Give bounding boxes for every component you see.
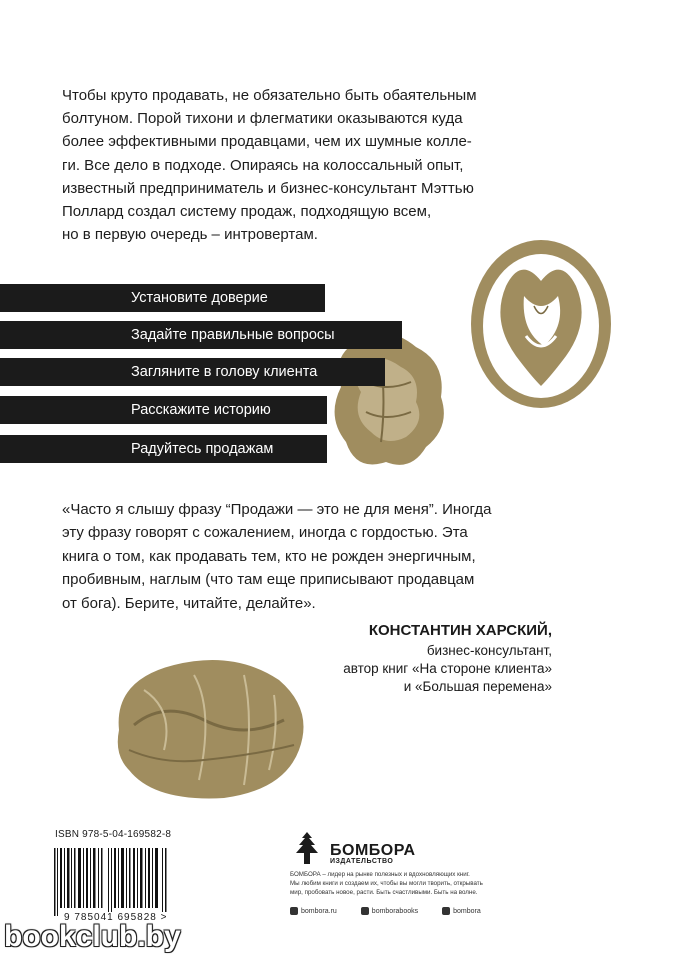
intro-line: Поллард создал систему продаж, подходящую всем, bbox=[62, 203, 432, 221]
walnut-half-illustration bbox=[466, 236, 616, 416]
intro-line: болтуном. Порой тихони и флегматики оказываются куда bbox=[62, 110, 463, 128]
social-instagram bbox=[290, 907, 337, 915]
step-bar-4: Расскажите историю bbox=[0, 396, 327, 424]
publisher-description bbox=[290, 870, 600, 897]
author-name: КОНСТАНТИН ХАРСКИЙ, bbox=[368, 622, 552, 639]
intro-line: ги. Все дело в подходе. Опираясь на колоссальный опыт, bbox=[62, 156, 464, 174]
intro-line: более эффективными продавцами, чем их шумные колле- bbox=[62, 133, 472, 151]
quote-line: эту фразу говорят с сожалением, иногда с гордостью. Эта bbox=[62, 524, 468, 542]
step-bar-2: Задайте правильные вопросы bbox=[0, 321, 402, 349]
social-label: bombora bbox=[453, 907, 481, 915]
publisher-desc-line: мир, пробовать новое, расти. Быть счастливыми. Быть на волне. bbox=[290, 889, 478, 896]
quote-author bbox=[343, 620, 552, 696]
author-books-line: и «Большая перемена» bbox=[403, 679, 552, 694]
social-label: bombora.ru bbox=[301, 907, 337, 915]
walnut-whole-illustration bbox=[104, 650, 310, 802]
watermark-text: bookclub.by bbox=[4, 920, 181, 953]
telegram-icon bbox=[442, 907, 450, 915]
intro-line: Чтобы круто продавать, не обязательно быть обаятельным bbox=[62, 87, 477, 104]
isbn-text: ISBN 978-5-04-169582-8 bbox=[55, 829, 172, 840]
step-bar-5: Радуйтесь продажам bbox=[0, 435, 327, 463]
social-vk bbox=[361, 907, 418, 915]
intro-line: известный предприниматель и бизнес-консультант Мэттью bbox=[62, 179, 474, 197]
publisher-sub: ИЗДАТЕЛЬСТВО bbox=[330, 858, 394, 865]
quote-line: книга о том, как продавать тем, кто не рожден энергичным, bbox=[62, 547, 476, 565]
publisher-logo-text bbox=[330, 842, 416, 865]
intro-paragraph bbox=[62, 84, 532, 246]
step-bar-3: Загляните в голову клиента bbox=[0, 358, 385, 386]
publisher-desc-line: Мы любим книги и создаем их, чтобы вы могли творить, открывать bbox=[290, 880, 483, 887]
author-books-line: автор книг «На стороне клиента» bbox=[343, 661, 552, 676]
quote-line: «Часто я слышу фразу “Продажи — это не для меня”. Иногда bbox=[62, 501, 492, 518]
social-telegram bbox=[442, 907, 481, 915]
publisher-socials bbox=[290, 907, 481, 915]
quote-line: от бога). Берите, читайте, делайте». bbox=[62, 594, 316, 612]
bombora-logo-icon bbox=[290, 830, 324, 866]
publisher-name: БОМБОРА bbox=[330, 842, 416, 859]
instagram-icon bbox=[290, 907, 298, 915]
social-label: bomborabooks bbox=[371, 907, 419, 915]
publisher-desc-line: БОМБОРА – лидер на рынке полезных и вдохновляющих книг. bbox=[290, 871, 470, 878]
vk-icon bbox=[361, 907, 369, 915]
review-quote bbox=[62, 498, 650, 615]
intro-line: но в первую очередь – интровертам. bbox=[62, 226, 318, 244]
barcode-digits: 9 785041 695828 > bbox=[64, 912, 168, 923]
barcode bbox=[52, 848, 170, 916]
quote-line: пробивным, наглым (что там еще приписывают продавцам bbox=[62, 571, 475, 589]
step-bar-1: Установите доверие bbox=[0, 284, 325, 312]
author-role: бизнес-консультант, bbox=[426, 643, 552, 658]
